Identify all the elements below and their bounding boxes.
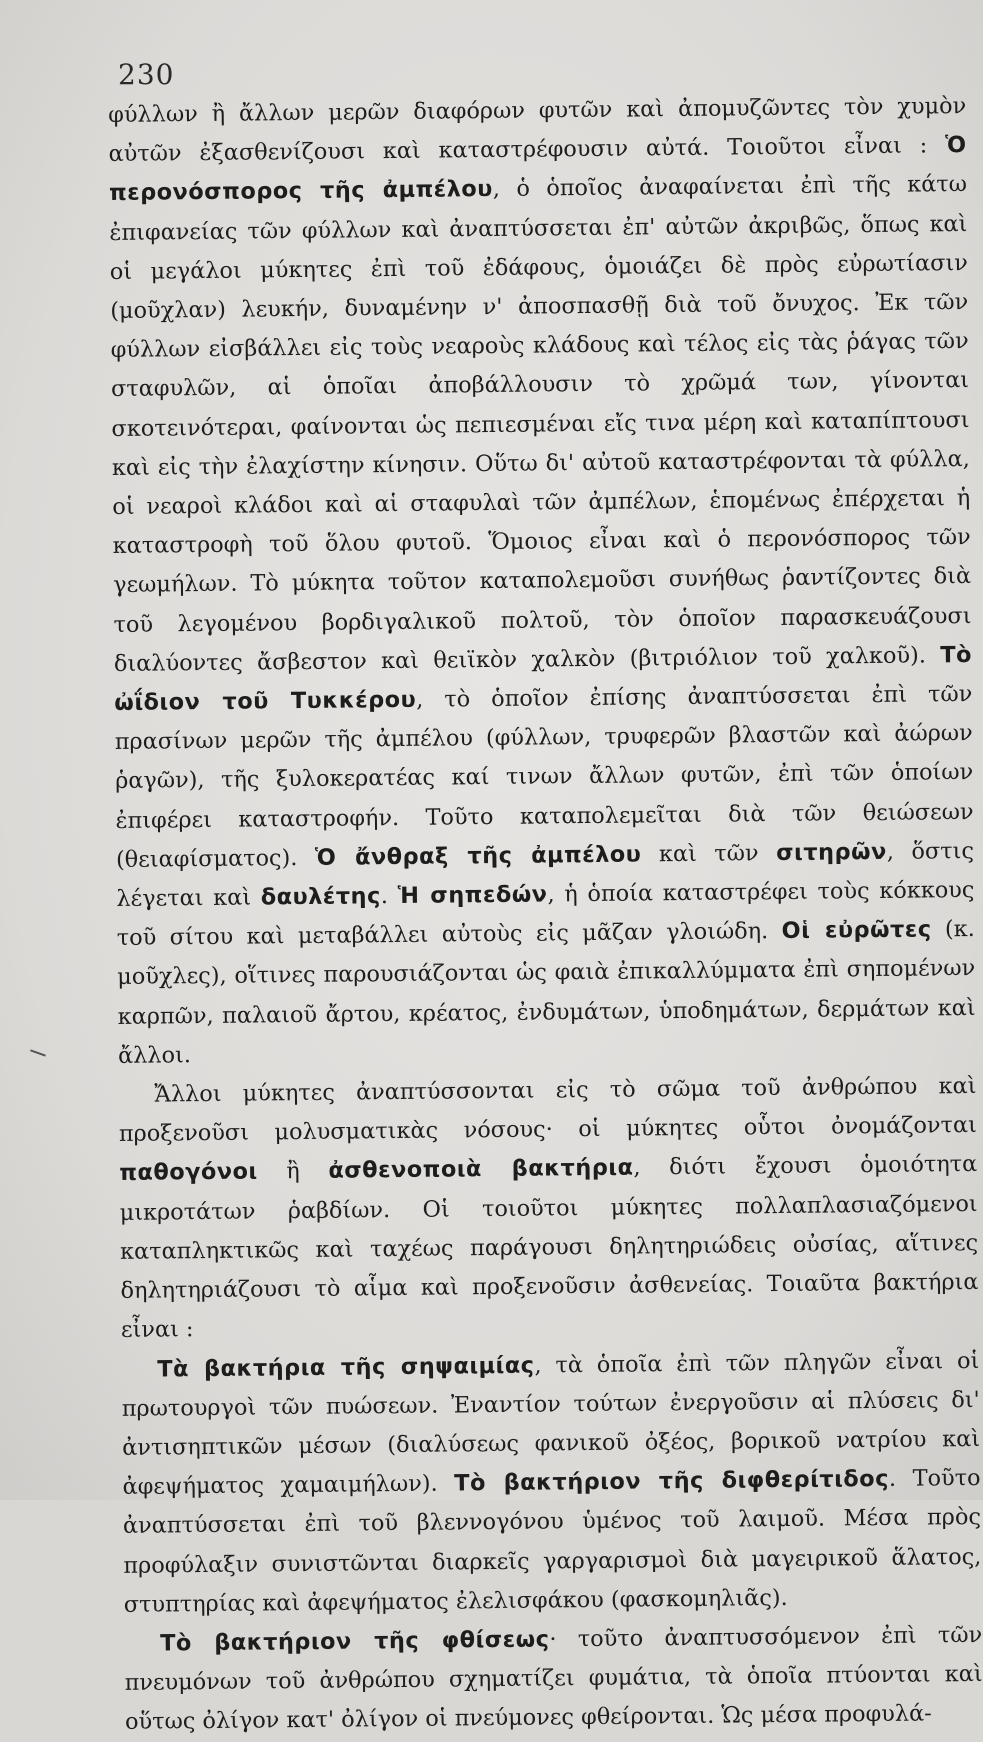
text-run: (κ. μοῦχλες), οἵτινες παρουσιάζονται ὡς φαιὰ ἐπικαλλύμματα ἐπὶ σηπομένων καρπῶν, παλαιοῦ ἄρτου, κρέατος, ἐνδυμάτων, ὑποδημάτων, δερμάτων καὶ ἄλλοι. xyxy=(117,916,976,1069)
text-run: , τὰ ὁποῖα ἐπὶ τῶν πληγῶν εἶναι οἱ πρωτουργοὶ τῶν πυώσεων. Ἐναντίον τούτων ἐνεργοῦσιν αἱ πλύσεις δι' ἀντισηπτικῶν μέσων (διαλύσεως φανικοῦ ὀξέος, βορικοῦ νατρίου καὶ ἀφεψήματος χαμαιμήλων). xyxy=(121,1347,981,1501)
term-peronospora: Ὁ περονόσπορος τῆς ἀμπέλου xyxy=(108,132,967,207)
text-run: , ὁ ὁποῖος ἀναφαίνεται ἐπὶ τῆς κάτω ἐπιφανείας τῶν φύλλων καὶ ἀναπτύσσεται ἐπ' αὐτῶν ἀκριβῶς, ὅπως καὶ οἱ μεγάλοι μύκητες ἐπὶ τοῦ ἐδάφους, ὁμοιάζει δὲ πρὸς εὐρωτίασιν (μοῦχλαν) λευκήν, δυναμένην ν' ἀποσπασθῇ διὰ τοῦ ὄνυχος. Ἐκ τῶν φύλλων εἰσβάλλει εἰς τοὺς νεαροὺς κλάδους καὶ τέλος εἰς τὰς ῥάγας τῶν σταφυλῶν, αἱ ὁποῖαι ἀποβάλλουσιν τὸ χρῶμά των, γίνονται σκοτεινότεραι, φαίνονται ὡς πεπιεσμέναι εἴς τινα μέρη καὶ καταπίπτουσι καὶ εἰς τὴν ἐλαχίστην κίνησιν. Οὕτω δι' αὐτοῦ καταστρέφονται τὰ φύλλα, οἱ νεαροὶ κλάδοι καὶ αἱ σταφυλαὶ τῶν ἀμπέλων, ἑπομένως ἐπέρχεται ἡ καταστροφὴ τοῦ ὅλου φυτοῦ. Ὅμοιος εἶναι καὶ ὁ περονόσπορος τῶν γεωμήλων. Τὸ μύκητα τοῦτον καταπολεμοῦσι συνήθως ῥαντίζοντες διὰ τοῦ λεγομένου βορδιγαλικοῦ πολτοῦ, τὸν ὁποῖον παρασκευάζουσι διαλύοντες ἄσβεστον καὶ θειϊκὸν χαλκὸν (βιτριόλιον τοῦ χαλκοῦ). xyxy=(109,171,972,677)
term-oidium: Τὸ ὠΐδιον τοῦ Τυκκέρου xyxy=(114,641,973,717)
paragraph-phthisis xyxy=(124,1616,983,1742)
margin-mark xyxy=(30,1049,46,1056)
text-run: . xyxy=(380,883,398,910)
term-cereals: σιτηρῶν xyxy=(776,838,887,866)
term-pathogenic: παθογόνοι xyxy=(119,1158,258,1187)
text-run: φύλλων ἢ ἄλλων μερῶν διαφόρων φυτῶν καὶ ἀπομυζῶντες τὸν χυμὸν αὐτῶν ἐξασθενίζουσι καὶ καταστρέφουσιν αὐτά. Τοιοῦτοι εἶναι : xyxy=(108,93,967,168)
term-eurotes: Οἱ εὐρῶτες xyxy=(781,916,932,945)
paragraph-pathogens xyxy=(118,1067,979,1350)
text-run: , διότι ἔχουσι ὁμοιότητα μικροτάτων ῥαβδίων. Οἱ τοιοῦτοι μύκητες πολλαπλασιαζόμενοι καταπληκτικῶς καὶ ταχέως παράγουσι δηλητηριώδεις οὐσίας, αἵτινες δηλητηριάζουσι τὸ αἷμα καὶ προξενοῦσιν ἀσθενείας. Τοιαῦτα βακτήρια εἶναι : xyxy=(119,1151,979,1344)
term-sepedon: Ἡ σηπεδών xyxy=(397,881,548,910)
page-number: 230 xyxy=(118,58,175,91)
term-septicemia-bacteria: Τὰ βακτήρια τῆς σηψαιμίας xyxy=(157,1352,535,1383)
text-run: , ὅστις λέγεται καὶ xyxy=(116,837,975,913)
term-dauletis: δαυλέτης xyxy=(260,883,381,911)
term-diphtheria-bacterium: Τὸ βακτήριον τῆς διφθερίτιδος xyxy=(454,1466,890,1497)
term-phthisis-bacterium: Τὸ βακτήριον τῆς φθίσεως xyxy=(160,1626,550,1657)
text-run: Ἄλλοι μύκητες ἀναπτύσσονται εἰς τὸ σῶμα τοῦ ἀνθρώπου καὶ προξενοῦσι μολυσματικὰς νόσους· οἱ μύκητες οὗτοι ὀνομάζονται xyxy=(118,1073,977,1148)
text-run: . Τοῦτο ἀναπτύσσεται ἐπὶ τοῦ βλεννογόνου ὑμένος τοῦ λαιμοῦ. Μέσα πρὸς προφύλαξιν συνιστῶνται διαρκεῖς γαργαρισμοὶ διὰ μαγειρικοῦ ἅλατος, στυπτηρίας καὶ ἀφεψήματος ἐλελισφάκου (φασκομηλιᾶς). xyxy=(122,1465,982,1618)
term-pathogenic-bacteria: ἀσθενοποιὰ βακτήρια xyxy=(328,1155,634,1185)
text-run: ἢ xyxy=(257,1158,329,1185)
paragraph-fungi-plants xyxy=(108,87,976,1076)
text-run: , τὸ ὁποῖον ἐπίσης ἀναπτύσσεται ἐπὶ τῶν πρασίνων μερῶν τῆς ἀμπέλου (φύλλων, τρυφερῶν βλαστῶν καὶ ἀώρων ῥαγῶν), τῆς ξυλοκερατέας καί τινων ἄλλων φυτῶν, ἐπὶ τῶν ὁποίων ἐπιφέρει καταστροφήν. Τοῦτο καταπολεμεῖται διὰ τῶν θειώσεων (θειαφίσματος). xyxy=(114,681,974,873)
page-text xyxy=(108,87,983,1742)
text-run: καὶ τῶν xyxy=(641,839,777,868)
term-anthrax-vine: Ὁ ἄνθραξ τῆς ἀμπέλου xyxy=(314,841,642,871)
paragraph-septicemia-diphtheria xyxy=(121,1341,982,1624)
text-run: · τοῦτο ἀναπτυσσόμενον ἐπὶ τῶν πνευμόνων τοῦ ἀνθρώπου σχηματίζει φυμάτια, τὰ ὁποῖα πτύονται καὶ οὕτως ὀλίγον κατ' ὀλίγον οἱ πνεύμονες φθείρονται. Ὡς μέσα προφυλά- xyxy=(124,1621,983,1736)
text-run: , ἡ ὁποία καταστρέφει τοὺς κόκκους τοῦ σίτου καὶ μεταβάλλει αὐτοὺς εἰς μᾶζαν γλοιώδη. xyxy=(116,877,975,952)
